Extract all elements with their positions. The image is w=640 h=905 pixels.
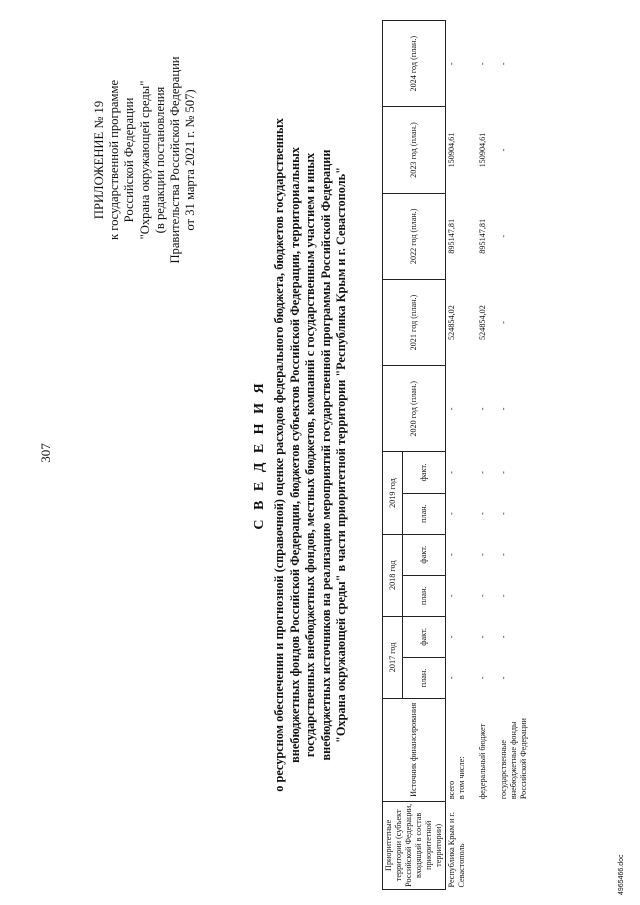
- value-cell: 524854,02: [478, 305, 487, 340]
- header-2023: 2023 год (план.): [383, 107, 446, 193]
- value-cell: -: [499, 635, 508, 639]
- value-cell: -: [499, 321, 508, 324]
- value-cell: -: [478, 62, 487, 66]
- value-cell: -: [478, 553, 487, 557]
- header-fact: факт.: [403, 452, 446, 493]
- value-cell: -: [447, 62, 456, 66]
- value-cell: -: [499, 62, 508, 66]
- source-label: государственные внебюджетные фонды Российской Федерации: [499, 718, 528, 800]
- header-2020: 2020 год (план.): [383, 366, 446, 452]
- file-id: 4965466.doc: [618, 854, 625, 895]
- value-cell: -: [478, 676, 487, 680]
- value-cell: -: [478, 471, 487, 474]
- value-cell: -: [478, 407, 487, 411]
- document-subtitle: [272, 25, 350, 885]
- appendix-line: к государственной программе: [107, 79, 122, 241]
- value-cell: 150904,61: [447, 132, 456, 168]
- header-plan: план.: [403, 575, 446, 616]
- value-cell: -: [499, 234, 508, 238]
- header-2021: 2021 год (план.): [383, 279, 446, 365]
- document-title: С В Е Д Е Н И Я: [252, 380, 267, 530]
- value-cell: -: [499, 471, 508, 474]
- funding-table: [382, 20, 530, 890]
- value-cell: -: [447, 594, 456, 598]
- header-plan: план.: [403, 493, 446, 534]
- value-cell: -: [499, 407, 508, 411]
- header-territory: Приоритетные территории (субъект Российской Федерации, входящий в состав приоритетной территории): [383, 801, 446, 889]
- source-label: федеральный бюджет: [478, 723, 487, 800]
- header-source: Источник финансирования: [383, 698, 446, 801]
- source-cell: [446, 698, 469, 801]
- source-sublabel: в том числе:: [457, 756, 466, 800]
- value-cell: 150904,61: [478, 132, 487, 168]
- value-cell: -: [447, 407, 456, 411]
- subtitle-line: внебюджетных фондов Российской Федерации, бюджетов субъектов Российской Федерации, территориальных: [287, 147, 302, 763]
- header-year-2018: 2018 год: [383, 534, 403, 616]
- subtitle-line: внебюджетных источников на реализацию мероприятий государственной программы Российской Федерации: [318, 149, 333, 761]
- value-cell: -: [478, 594, 487, 598]
- table-row: [489, 21, 530, 890]
- value-cell: -: [499, 148, 508, 152]
- value-cell: 524854,02: [447, 305, 456, 340]
- page-number: 307: [38, 443, 53, 463]
- value-cell: -: [478, 635, 487, 639]
- header-fact: факт.: [403, 534, 446, 575]
- value-cell: -: [478, 512, 487, 515]
- table-row: [446, 21, 469, 890]
- value-cell: 895147,81: [447, 218, 456, 254]
- value-cell: -: [499, 553, 508, 557]
- value-cell: -: [447, 553, 456, 557]
- value-cell: -: [447, 512, 456, 515]
- appendix-header: [92, 10, 198, 310]
- value-cell: -: [447, 471, 456, 474]
- appendix-line: от 31 марта 2021 г. № 507): [183, 89, 198, 231]
- header-year-2019: 2019 год: [383, 452, 403, 534]
- appendix-line: ПРИЛОЖЕНИЕ № 19: [92, 100, 106, 220]
- value-cell: 895147,81: [478, 218, 487, 254]
- subtitle-line: государственных внебюджетных фондов, местных бюджетов, компаний с государственным участием и иных: [303, 152, 318, 758]
- value-cell: -: [499, 676, 508, 680]
- appendix-line: (в редакции постановления: [152, 86, 167, 234]
- subtitle-line: "Охрана окружающей среды" в части приоритетной территории "Республика Крым и г. Севастополь": [334, 167, 349, 743]
- header-row: [383, 21, 403, 890]
- appendix-line: "Охрана окружающей среды": [137, 80, 152, 240]
- value-cell: -: [499, 594, 508, 598]
- value-cell: -: [447, 676, 456, 680]
- value-cell: -: [447, 635, 456, 639]
- header-2024: 2024 год (план.): [383, 21, 446, 107]
- source-label: всего: [447, 780, 456, 800]
- appendix-line: Правительства Российской Федерации: [168, 56, 183, 264]
- table-row: [468, 21, 489, 890]
- header-year-2017: 2017 год: [383, 616, 403, 698]
- value-cell: -: [499, 512, 508, 515]
- territory-name: Республика Крым и г. Севастополь: [447, 812, 466, 888]
- header-fact: факт.: [403, 616, 446, 657]
- appendix-line: Российской Федерации: [122, 97, 137, 223]
- header-2022: 2022 год (план.): [383, 193, 446, 279]
- subtitle-line: о ресурсном обеспечении и прогнозной (справочной) оценке расходов федерального бюджета, бюджетов государственных: [272, 118, 286, 792]
- header-plan: план.: [403, 657, 446, 698]
